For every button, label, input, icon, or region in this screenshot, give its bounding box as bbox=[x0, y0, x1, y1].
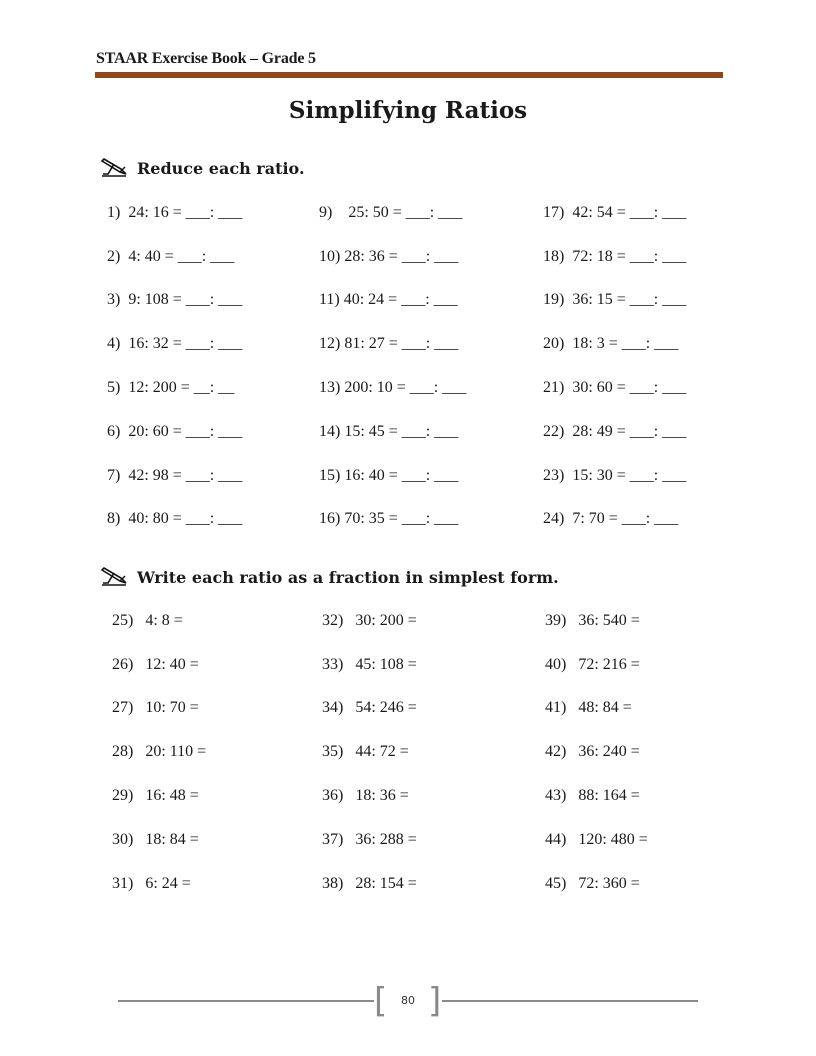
pencil-icon bbox=[100, 158, 128, 178]
problem-item: 35) 44: 72 = bbox=[322, 743, 409, 760]
problem-item: 22) 28: 49 = ___: ___ bbox=[543, 423, 687, 440]
problem-item: 31) 6: 24 = bbox=[112, 875, 191, 892]
problem-item: 19) 36: 15 = ___: ___ bbox=[543, 291, 687, 308]
page-number: 80 bbox=[401, 994, 415, 1007]
instruction-text: Write each ratio as a fraction in simplest form. bbox=[137, 567, 559, 587]
problem-item: 9) 25: 50 = ___: ___ bbox=[319, 204, 463, 221]
problem-item: 29) 16: 48 = bbox=[112, 787, 199, 804]
problem-item: 26) 12: 40 = bbox=[112, 656, 199, 673]
problem-item: 16) 70: 35 = ___: ___ bbox=[319, 510, 459, 527]
problem-item: 6) 20: 60 = ___: ___ bbox=[107, 423, 243, 440]
problem-item: 41) 48: 84 = bbox=[545, 699, 632, 716]
problem-item: 40) 72: 216 = bbox=[545, 656, 640, 673]
problem-item: 12) 81: 27 = ___: ___ bbox=[319, 335, 459, 352]
problem-item: 8) 40: 80 = ___: ___ bbox=[107, 510, 243, 527]
problem-item: 33) 45: 108 = bbox=[322, 656, 417, 673]
footer-line-right bbox=[442, 1000, 698, 1002]
problem-item: 23) 15: 30 = ___: ___ bbox=[543, 467, 687, 484]
instruction-fraction bbox=[100, 567, 559, 587]
problem-item: 38) 28: 154 = bbox=[322, 875, 417, 892]
problem-item: 28) 20: 110 = bbox=[112, 743, 207, 760]
problem-item: 17) 42: 54 = ___: ___ bbox=[543, 204, 687, 221]
problem-item: 32) 30: 200 = bbox=[322, 612, 417, 629]
problem-item: 14) 15: 45 = ___: ___ bbox=[319, 423, 459, 440]
problem-item: 15) 16: 40 = ___: ___ bbox=[319, 467, 459, 484]
book-title: STAAR Exercise Book – Grade 5 bbox=[96, 50, 316, 67]
problem-item: 43) 88: 164 = bbox=[545, 787, 640, 804]
problem-item: 36) 18: 36 = bbox=[322, 787, 409, 804]
problem-item: 37) 36: 288 = bbox=[322, 831, 417, 848]
problem-item: 5) 12: 200 = __: __ bbox=[107, 379, 235, 396]
footer-bracket-right: ] bbox=[428, 981, 442, 1021]
problem-item: 4) 16: 32 = ___: ___ bbox=[107, 335, 243, 352]
problem-item: 18) 72: 18 = ___: ___ bbox=[543, 248, 687, 265]
problem-item: 20) 18: 3 = ___: ___ bbox=[543, 335, 679, 352]
pencil-icon bbox=[100, 567, 128, 587]
problem-item: 44) 120: 480 = bbox=[545, 831, 648, 848]
header-rule bbox=[95, 72, 723, 78]
problem-item: 2) 4: 40 = ___: ___ bbox=[107, 248, 235, 265]
problem-item: 21) 30: 60 = ___: ___ bbox=[543, 379, 687, 396]
footer-bracket-left: [ bbox=[374, 981, 388, 1021]
problem-item: 10) 28: 36 = ___: ___ bbox=[319, 248, 459, 265]
problem-item: 3) 9: 108 = ___: ___ bbox=[107, 291, 243, 308]
problem-item: 27) 10: 70 = bbox=[112, 699, 199, 716]
problem-item: 30) 18: 84 = bbox=[112, 831, 199, 848]
instruction-text: Reduce each ratio. bbox=[137, 158, 305, 178]
problem-item: 25) 4: 8 = bbox=[112, 612, 183, 629]
problem-item: 42) 36: 240 = bbox=[545, 743, 640, 760]
instruction-reduce bbox=[100, 158, 305, 178]
problem-item: 13) 200: 10 = ___: ___ bbox=[319, 379, 467, 396]
problem-item: 24) 7: 70 = ___: ___ bbox=[543, 510, 679, 527]
problem-item: 34) 54: 246 = bbox=[322, 699, 417, 716]
problem-item: 1) 24: 16 = ___: ___ bbox=[107, 204, 243, 221]
problem-item: 11) 40: 24 = ___: ___ bbox=[319, 291, 458, 308]
problem-item: 39) 36: 540 = bbox=[545, 612, 640, 629]
page-title: Simplifying Ratios bbox=[288, 97, 528, 124]
problem-item: 7) 42: 98 = ___: ___ bbox=[107, 467, 243, 484]
problem-item: 45) 72: 360 = bbox=[545, 875, 640, 892]
